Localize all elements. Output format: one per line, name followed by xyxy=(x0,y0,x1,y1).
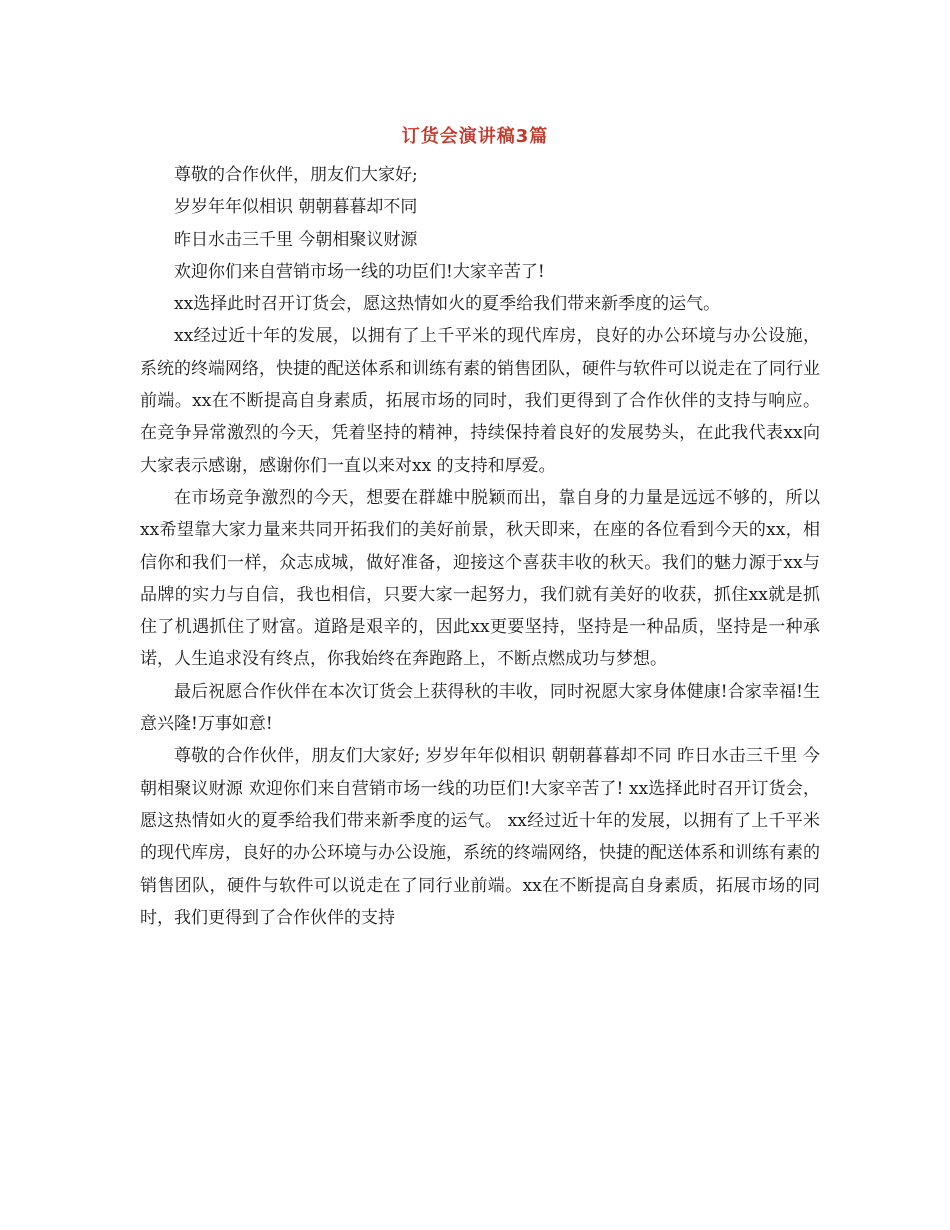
paragraph-closing-wishes: 最后祝愿合作伙伴在本次订货会上获得秋的丰收，同时祝愿大家身体健康!合家幸福!生意兴隆!万事如意! xyxy=(140,681,820,735)
paragraph-verse-2: 昨日水击三千里 今朝相聚议财源 xyxy=(174,229,418,250)
paragraph-greeting: 尊敬的合作伙伴，朋友们大家好; xyxy=(174,165,418,185)
paragraph-purpose: xx选择此时召开订货会，愿这热情如火的夏季给我们带来新季度的运气。 xyxy=(174,294,721,315)
paragraph-verse-1: 岁岁年年似相识 朝朝暮暮却不同 xyxy=(174,197,418,218)
document-title: 订货会演讲稿3篇 xyxy=(401,126,549,147)
document-body xyxy=(140,159,820,934)
paragraph-company-development: xx经过近十年的发展，以拥有了上千平米的现代库房，良好的办公环境与办公设施，系统的终端网络，快捷的配送体系和训练有素的销售团队，硬件与软件可以说走在了同行业前端。xx在不断提高自身素质，拓展市场的同时，我们更得到了合作伙伴的支持与响应。在竞争异常激烈的今天，凭着坚持的精神，持续保持着良好的发展势头，在此我代表xx向大家表示感谢，感谢你们一直以来对xx 的支持和厚爱。 xyxy=(140,326,820,476)
paragraph-market-competition: 在市场竞争激烈的今天，想要在群雄中脱颖而出，靠自身的力量是远远不够的，所以xx希望靠大家力量来共同开拓我们的美好前景，秋天即来，在座的各位看到今天的xx，相信你和我们一样，众志成城，做好准备，迎接这个喜获丰收的秋天。我们的魅力源于xx与品牌的实力与自信，我也相信，只要大家一起努力，我们就有美好的收获，抓住xx就是抓住了机遇抓住了财富。道路是艰辛的，因此xx更要坚持，坚持是一种品质，坚持是一种承诺，人生追求没有终点，你我始终在奔跑路上，不断点燃成功与梦想。 xyxy=(140,487,820,670)
paragraph-welcome: 欢迎你们来自营销市场一线的功臣们!大家辛苦了! xyxy=(174,261,545,282)
paragraph-repeat-summary: 尊敬的合作伙伴，朋友们大家好; 岁岁年年似相识 朝朝暮暮却不同 昨日水击三千里 今朝相聚议财源 欢迎你们来自营销市场一线的功臣们!大家辛苦了! xx选择此时召开订货会，愿这热情如火的夏季给我们带来新季度的运气。 xx经过近十年的发展，以拥有了上千平米的现代库房，良好的办公环境与办公设施，系统的终端网络，快捷的配送体系和训练有素的销售团队，硬件与软件可以说走在了同行业前端。xx在不断提高自身素质，拓展市场的同时，我们更得到了合作伙伴的支持 xyxy=(140,746,820,928)
